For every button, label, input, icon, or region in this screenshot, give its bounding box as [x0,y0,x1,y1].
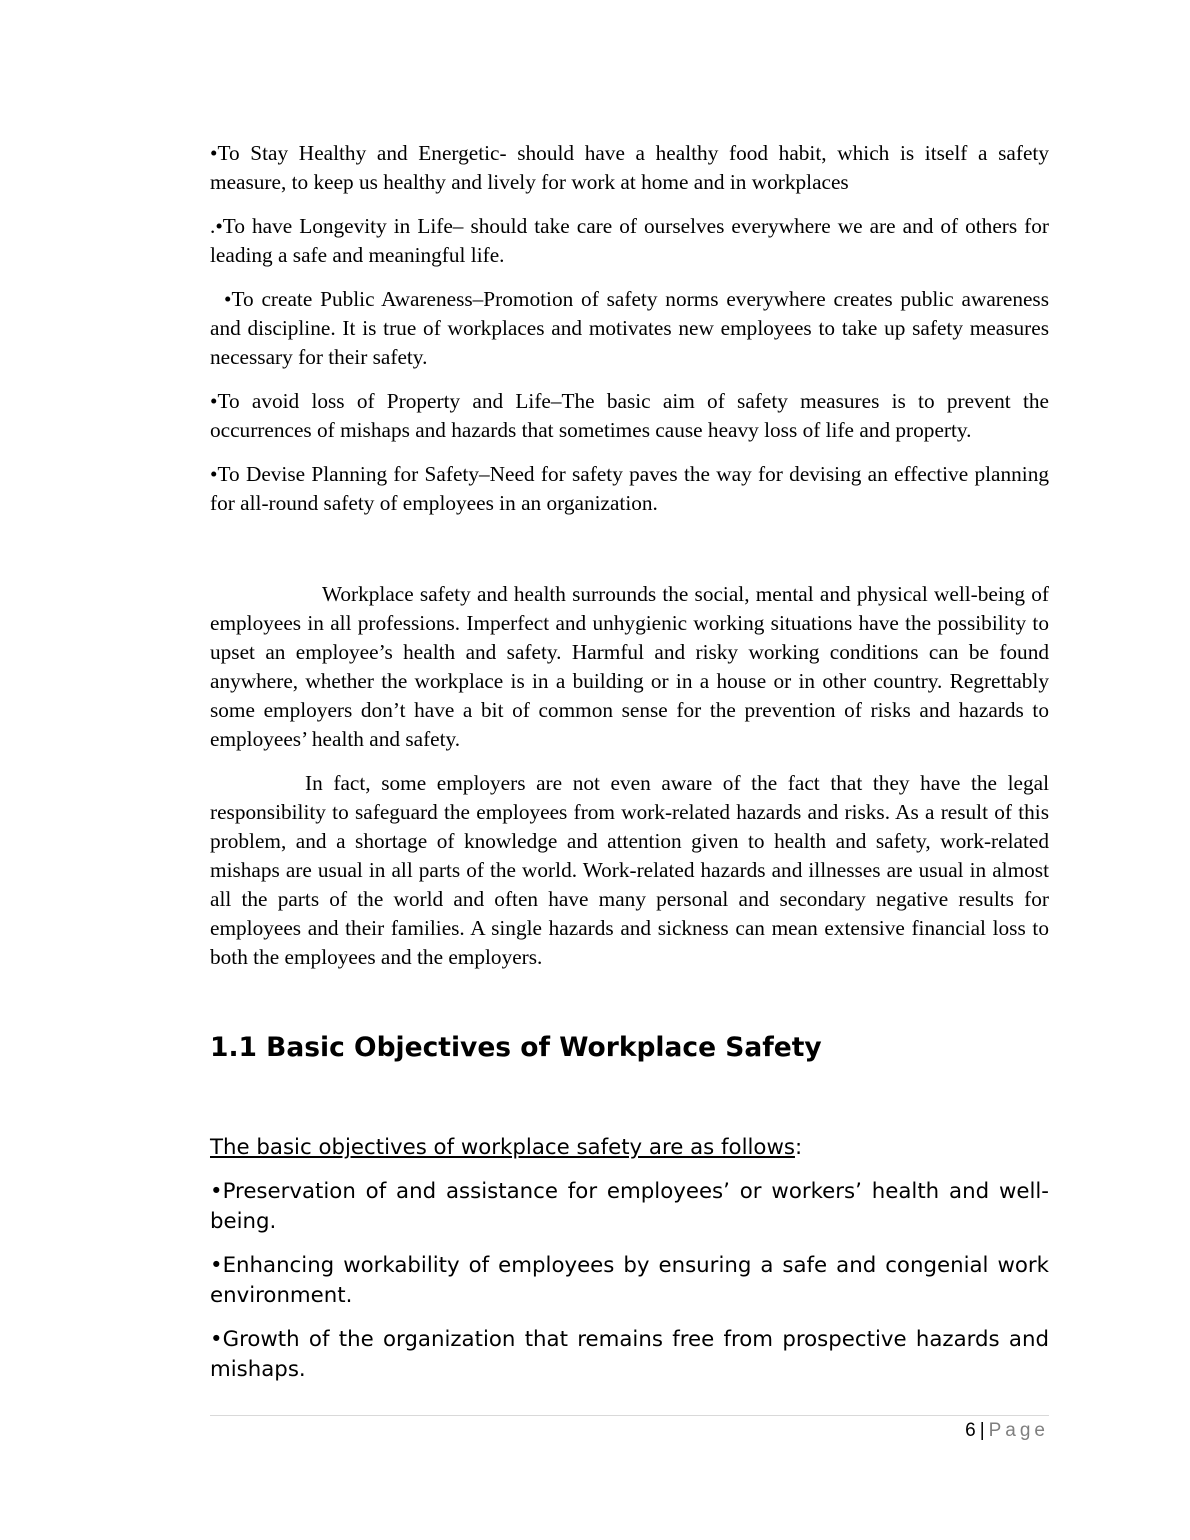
bullet-icon: • [215,214,223,238]
paragraph-employers: In fact, some employers are not even aware of the fact that they have the legal responsibility to safeguard the employees from work-related hazards and risks. As a result of this problem, and a shortage of knowledge and attention given to health and safety, work-related mishaps are usual in all parts of the world. Work-related hazards and illnesses are usual in almost all the parts of the world and often have many personal and secondary negative results for employees and their families. A single hazards and sickness can mean extensive financial loss to both the employees and the employers. [210,771,1049,969]
footer-divider [210,1415,1049,1416]
objectives-intro-underlined: The basic objectives of workplace safety are as follows [210,1135,795,1160]
page-footer [965,1419,1049,1443]
bullet-item-healthy [210,139,1049,197]
bullet-item-awareness [210,285,1049,372]
bullet-text: To Devise Planning for Safety–Need for safety paves the way for devising an effective planning for all-round safety of employees in an organization. [210,462,1049,515]
document-page [210,139,1049,1382]
paragraph-wellbeing: Workplace safety and health surrounds the social, mental and physical well-being of employees in all professions. Imperfect and unhygienic working situations have the possibility to upset an employee’s health and safety. Harmful and risky working conditions can be found anywhere, whether the workplace is in a building or in a house or in other country. Regrettably some employers don’t have a bit of common sense for the prevention of risks and hazards to employees’ health and safety. [210,582,1049,751]
objectives-list [210,1177,1049,1399]
bullet-item-planning [210,460,1049,518]
objective-text: Growth of the organization that remains free from prospective hazards and mishaps. [210,1327,1049,1382]
section-heading: 1.1 Basic Objectives of Workplace Safety [210,1032,822,1063]
objectives-intro [210,1133,1049,1163]
bullet-icon: • [210,1253,223,1278]
bullet-text: To Stay Healthy and Energetic- should have a healthy food habit, which is itself a safety measure, to keep us healthy and lively for work at home and in workplaces [210,141,1049,194]
bullet-prefix [210,287,224,311]
bullet-item-property [210,387,1049,445]
objective-item-growth [210,1325,1049,1384]
bullet-icon: • [210,141,218,165]
footer-separator: | [979,1420,985,1441]
objective-item-preservation [210,1177,1049,1236]
bullet-prefix: . [210,214,216,238]
bullet-text: To avoid loss of Property and Life–The basic aim of safety measures is to prevent the occurrences of mishaps and hazards that sometimes cause heavy loss of life and property. [210,389,1049,442]
bullet-icon: • [210,389,218,413]
bullet-item-longevity [210,212,1049,270]
bullet-text: To create Public Awareness–Promotion of safety norms everywhere creates public awareness and discipline. It is true of workplaces and motivates new employees to take up safety measures necessary for their safety. [210,287,1049,369]
objectives-intro-colon: : [794,1135,803,1160]
bullet-text: To have Longevity in Life– should take care of ourselves everywhere we are and of others for leading a safe and meaningful life. [210,214,1049,267]
page-number: 6 [965,1420,976,1441]
bullet-icon: • [210,1327,223,1352]
bullet-icon: • [224,287,232,311]
objective-item-workability [210,1251,1049,1310]
bullet-icon: • [210,462,218,486]
objective-text: Preservation of and assistance for employees’ or workers’ health and well-being. [210,1179,1049,1234]
objective-text: Enhancing workability of employees by ensuring a safe and congenial work environment. [210,1253,1049,1308]
page-label: Page [988,1420,1049,1441]
bullet-icon: • [210,1179,223,1204]
bullet-list-top [210,139,1049,972]
